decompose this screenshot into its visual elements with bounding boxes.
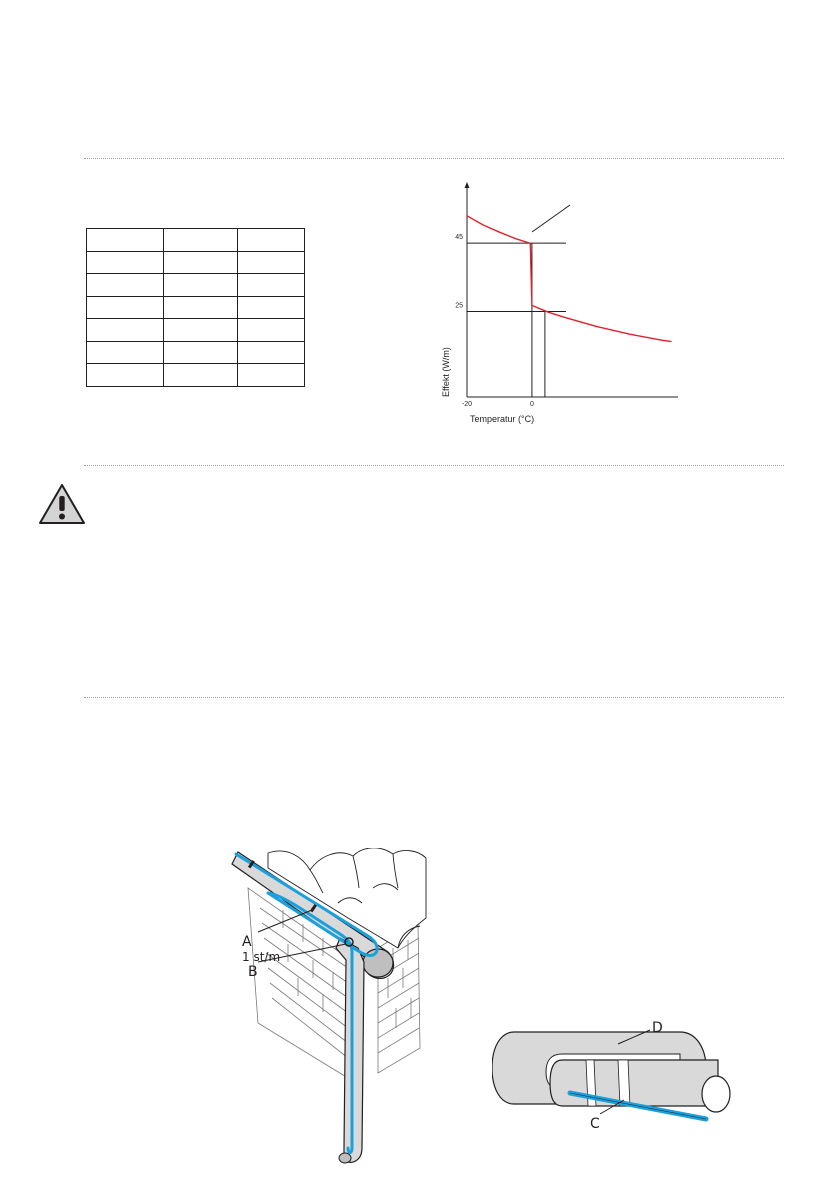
label-b: B [248, 964, 258, 980]
table-cell [238, 251, 305, 274]
spec-table [86, 228, 305, 387]
table-cell [238, 296, 305, 319]
table-cell [87, 364, 164, 387]
gutter-installation-illustration [228, 848, 428, 1170]
table-row [87, 229, 305, 252]
table-row [87, 319, 305, 342]
table-cell [238, 319, 305, 342]
warning-triangle-icon [38, 483, 86, 525]
label-a-sub: 1 st/m [242, 950, 281, 964]
table-cell [87, 341, 164, 364]
downpipe-outlet [339, 1153, 351, 1163]
table-row [87, 341, 305, 364]
table-cell [87, 229, 164, 252]
label-c: C [590, 1116, 600, 1132]
table-cell [87, 274, 164, 297]
table-row [87, 251, 305, 274]
gutter-end [363, 949, 393, 977]
tape-band [618, 1060, 630, 1106]
table-cell [164, 341, 238, 364]
label-d: D [652, 1020, 663, 1036]
table-cell [87, 296, 164, 319]
table-cell [164, 251, 238, 274]
section-divider [84, 465, 784, 466]
table-cell [164, 229, 238, 252]
table-cell [164, 274, 238, 297]
table-row [87, 274, 305, 297]
x-axis-label: Temperatur (°C) [470, 414, 535, 424]
table-cell [238, 341, 305, 364]
pipe [550, 1060, 718, 1106]
table-cell [164, 296, 238, 319]
y-axis-label: Effekt (W/m) [441, 347, 451, 397]
x-tick-label: -20 [461, 401, 473, 408]
callout-line [532, 205, 570, 232]
pipe-end [702, 1076, 730, 1112]
section-divider [84, 158, 784, 159]
y-tick-label: 45 [455, 234, 463, 242]
x-tick-label: 0 [529, 401, 534, 408]
label-a: A [242, 934, 252, 950]
table-cell [238, 364, 305, 387]
y-axis-arrow [465, 182, 470, 188]
table-row [87, 296, 305, 319]
table-cell [87, 251, 164, 274]
pipe-installation-illustration [492, 1012, 732, 1140]
y-tick-label: 25 [455, 302, 463, 310]
power-temperature-chart [430, 175, 690, 435]
table-cell [87, 319, 164, 342]
table-cell [238, 274, 305, 297]
table-cell [164, 364, 238, 387]
table-cell [238, 229, 305, 252]
series-line [467, 216, 672, 342]
table-row [87, 364, 305, 387]
section-divider [84, 697, 784, 698]
table-cell [164, 319, 238, 342]
